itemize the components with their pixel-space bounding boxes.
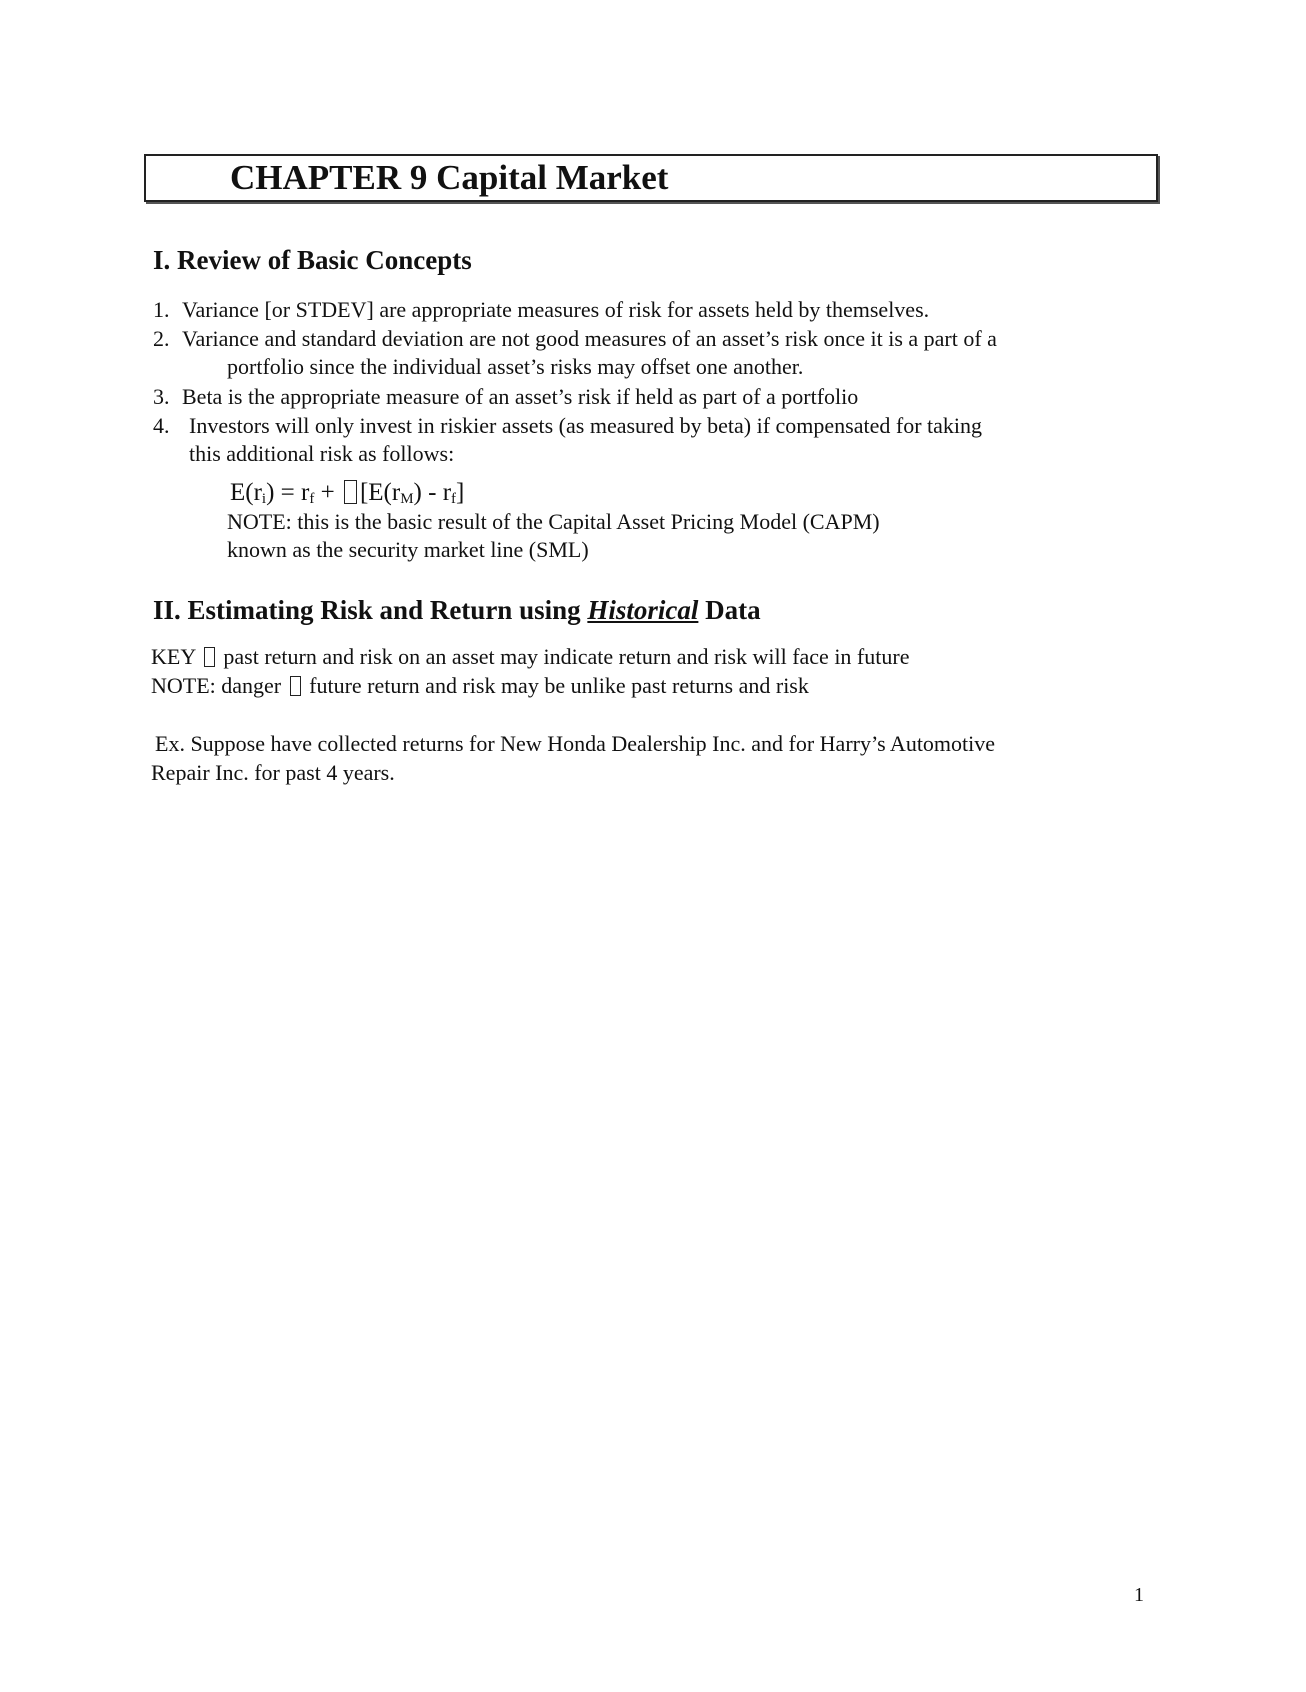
danger-note-line: NOTE: danger future return and risk may be unlike past returns and risk (151, 673, 809, 698)
item-3-number: 3. (153, 384, 170, 409)
arrow-symbol-icon (290, 676, 301, 696)
beta-symbol-icon (344, 480, 357, 504)
example-line1: Ex. Suppose have collected returns for New Honda Dealership Inc. and for Harry’s Automotive (155, 731, 996, 756)
item-2-text-line2: portfolio since the individual asset’s risks may offset one another. (227, 354, 804, 379)
item-2-number: 2. (153, 326, 170, 351)
historical-emphasis: Historical (587, 595, 699, 625)
example-line2: Repair Inc. for past 4 years. (151, 760, 395, 785)
item-1-number: 1. (153, 297, 170, 322)
capm-note-line2: known as the security market line (SML) (227, 537, 589, 562)
section2-heading: II. Estimating Risk and Return using Historical Data (153, 595, 761, 625)
chapter-title: CHAPTER 9 Capital Market (230, 158, 669, 197)
capm-note-line1: NOTE: this is the basic result of the Capital Asset Pricing Model (CAPM) (227, 509, 880, 534)
key-line: KEY past return and risk on an asset may indicate return and risk will face in future (151, 644, 910, 669)
item-4-text-line2: this additional risk as follows: (189, 441, 455, 466)
item-2-text-line1: Variance and standard deviation are not good measures of an asset’s risk once it is a part of a (182, 326, 997, 351)
chapter-title-box (144, 154, 1158, 202)
arrow-symbol-icon (204, 647, 215, 667)
page-number: 1 (1134, 1584, 1144, 1606)
item-3-text: Beta is the appropriate measure of an asset’s risk if held as part of a portfolio (182, 384, 859, 409)
item-4-number: 4. (153, 413, 170, 438)
section1-heading: I. Review of Basic Concepts (153, 245, 472, 275)
item-1-text: Variance [or STDEV] are appropriate measures of risk for assets held by themselves. (182, 297, 930, 322)
capm-formula: $E(r_i) = r_f + [E(r_M) - r_f]$ (230, 479, 465, 507)
item-4-text-line1: Investors will only invest in riskier assets (as measured by beta) if compensated for taking (189, 413, 983, 438)
